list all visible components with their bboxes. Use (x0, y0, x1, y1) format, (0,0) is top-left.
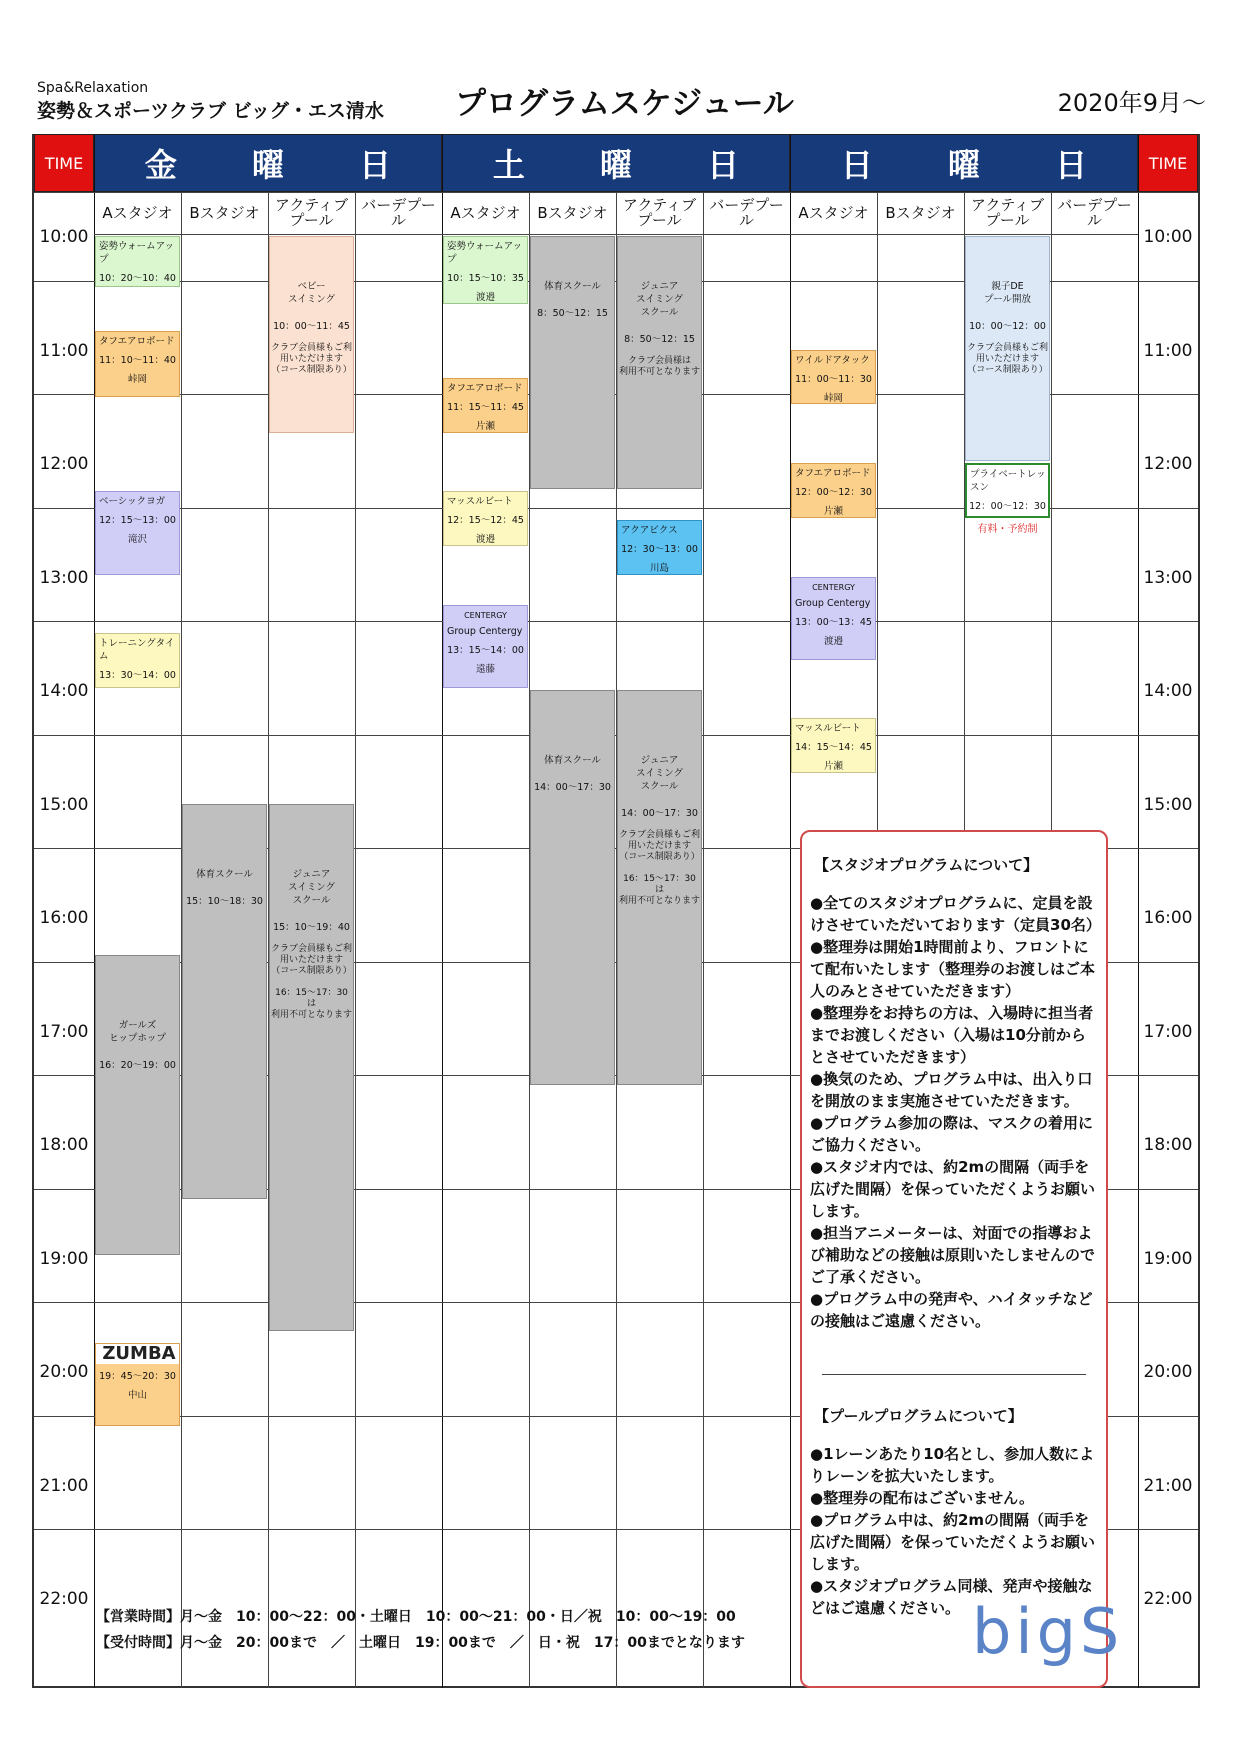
program-block[interactable] (791, 463, 876, 518)
program-time: 14：00～17：30 (534, 782, 611, 793)
program-name: 体育スクール (544, 755, 601, 766)
pool-notice-heading: 【プールプログラムについて】 (814, 1407, 1023, 1425)
time-header-left: TIME (34, 134, 94, 192)
program-instructor: 片瀬 (823, 506, 843, 517)
program-time: 11：15～11：45 (447, 401, 524, 413)
hour-label: 20:00 (1143, 1362, 1193, 1382)
column-header: Aスタジオ (450, 203, 521, 222)
program-time: 10：00～11：45 (273, 321, 350, 332)
program-block[interactable] (617, 520, 702, 575)
hour-label: 16:00 (39, 908, 89, 928)
program-instructor: 渡邉 (475, 292, 495, 303)
program-name: ベーシックヨガ (99, 496, 166, 508)
pool-notice-item: ●スタジオプログラム同様、発声や接触などはご遠慮ください。 (810, 1577, 1093, 1617)
studio-notice-item: ●プログラム中の発声や、ハイタッチなどの接触はご遠慮ください。 (810, 1290, 1093, 1330)
program-name: 姿勢ウォームアップ (447, 241, 522, 265)
program-time: 12：15～13：00 (99, 515, 176, 527)
program-block[interactable] (269, 804, 354, 1332)
program-time: 15：10～18：30 (186, 895, 263, 907)
hour-label: 19:00 (1143, 1248, 1193, 1269)
program-name: 体育スクール (544, 281, 601, 292)
grid-vline (703, 192, 704, 1688)
program-block[interactable] (791, 577, 876, 660)
program-block[interactable] (965, 463, 1050, 518)
program-note: クラブ会員様もご利 用いただけます （コース制限あり） 16：15～17：30 は 利用不可となります (618, 830, 700, 906)
program-block[interactable] (443, 378, 528, 433)
program-block[interactable] (965, 236, 1050, 461)
program-instructor: 滝沢 (127, 534, 147, 546)
day-header-1: 土 曜 日 (442, 134, 790, 192)
program-name: 体育スクール (196, 868, 253, 880)
pool-notice-item: ●1レーンあたり10名とし、参加人数によりレーンを拡大いたします。 (810, 1445, 1095, 1485)
pool-notice-list (810, 1443, 1098, 1619)
program-name: アクアビクス (621, 524, 678, 536)
program-block[interactable] (95, 955, 180, 1256)
program-time: 8：50～12：15 (537, 308, 608, 319)
column-header: アクティブ プール (274, 196, 349, 229)
program-time: 14：15～14：45 (795, 742, 872, 754)
business-hours-line: 【営業時間】月～金 10：00～22：00・土曜日 10：00～21：00・日／祝 10：00～19：00 (96, 1609, 736, 1625)
program-block[interactable] (95, 236, 180, 287)
hour-label: 18:00 (39, 1135, 89, 1155)
column-header: Aスタジオ (102, 203, 173, 222)
program-name: ガールズ ヒップホップ (109, 1019, 166, 1044)
hour-label: 18:00 (1143, 1135, 1193, 1155)
hour-label: 15:00 (1143, 794, 1193, 815)
program-time: 12：15～12：45 (447, 515, 524, 527)
program-time: 13：30～14：00 (99, 670, 176, 682)
column-header: Bスタジオ (885, 203, 956, 222)
program-block[interactable] (791, 350, 876, 405)
program-name: マッスルビート (447, 496, 513, 508)
program-block[interactable] (443, 491, 528, 546)
program-name: マッスルビート (795, 723, 861, 735)
program-block[interactable] (182, 804, 267, 1199)
studio-notice-item: ●全てのスタジオプログラムに、定員を設けさせていただいております（定員30名） (810, 894, 1101, 934)
program-time: 10：20～10：40 (99, 273, 176, 284)
program-note: クラブ会員様もご利 用いただけます （コース制限あり） 16：15～17：30 は 利用不可となります (270, 943, 352, 1020)
hour-label: 14:00 (39, 681, 89, 701)
hour-label: 13:00 (39, 567, 89, 588)
program-time: 13：15～14：00 (447, 644, 524, 656)
studio-notice-item: ●スタジオ内では、約2mの間隔（両手を広げた間隔）を保っていただくようお願いします。 (810, 1158, 1096, 1220)
program-name: プライベートレッスン (970, 469, 1046, 493)
page-title: プログラムスケジュール (455, 86, 794, 122)
pool-notice-item: ●プログラム中は、約2mの間隔（両手を広げた間隔）を保っていただくようお願いします。 (810, 1511, 1096, 1573)
program-fee-note: 有料・予約制 (977, 523, 1038, 535)
program-name: タフエアロボード (447, 382, 523, 394)
program-block[interactable] (95, 491, 180, 574)
program-time: 10：00～12：00 (969, 321, 1046, 332)
hour-label: 21:00 (39, 1475, 89, 1496)
program-block[interactable] (617, 236, 702, 489)
program-name: 親子DE プール開放 (983, 281, 1032, 305)
program-name: 姿勢ウォームアップ (99, 241, 174, 265)
day-header-2: 日 曜 日 (790, 134, 1138, 192)
hour-label: 17:00 (39, 1021, 89, 1042)
grid-hline (34, 621, 1198, 622)
program-block[interactable] (443, 236, 528, 304)
program-block[interactable] (443, 605, 528, 688)
hour-label: 11:00 (39, 340, 89, 361)
business-hours (96, 1604, 745, 1656)
schedule-date: 2020年9月～ (1057, 89, 1206, 117)
program-name: ワイルドアタック (795, 354, 870, 366)
hour-label: 22:00 (1143, 1589, 1193, 1609)
studio-notice-item: ●整理券をお持ちの方は、入場時に担当者までお渡しください（入場は10分前からとさせていただきます） (810, 1004, 1094, 1066)
club-subtitle: Spa&Relaxation (37, 80, 149, 96)
program-instructor: 遠藤 (475, 663, 495, 675)
program-note: クラブ会員様もご利 用いただけます （コース制限あり） (966, 343, 1048, 375)
column-header: バーデプール (1057, 196, 1132, 229)
hour-label: 17:00 (1143, 1021, 1193, 1042)
hour-label: 19:00 (39, 1248, 89, 1269)
studio-notice-heading: 【スタジオプログラムについて】 (814, 856, 1039, 874)
centergy-logo: CENTERGY (812, 582, 855, 592)
program-block[interactable] (791, 718, 876, 773)
notice-box (800, 830, 1108, 1688)
hour-label: 12:00 (1143, 454, 1193, 474)
program-block[interactable] (530, 236, 615, 489)
column-header: バーデプール (709, 196, 784, 229)
program-name: ジュニア スイミング スクール (287, 868, 336, 906)
studio-notice-item: ●整理券は開始1時間前より、フロントにて配布いたします（整理券のお渡しはご本人のみとさせていただきます） (810, 938, 1096, 1000)
program-block[interactable] (530, 690, 615, 1085)
program-block[interactable] (617, 690, 702, 1085)
day-header-0: 金 曜 日 (94, 134, 442, 192)
column-header: アクティブ プール (622, 196, 697, 229)
program-time: 10：15～10：35 (447, 273, 524, 284)
program-block[interactable] (269, 236, 354, 433)
program-name: ベビー スイミング (287, 281, 336, 305)
grid-hline (34, 735, 1198, 736)
column-header: アクティブ プール (970, 196, 1045, 229)
program-instructor: 渡邉 (823, 635, 843, 647)
hour-label: 21:00 (1143, 1475, 1193, 1496)
pool-notice-item: ●整理券の配布はございません。 (810, 1489, 1034, 1507)
program-instructor: 峠岡 (823, 392, 843, 404)
hour-label: 22:00 (39, 1589, 89, 1609)
studio-notice-item: ●プログラム参加の際は、マスクの着用にご協力ください。 (810, 1114, 1093, 1154)
program-block[interactable] (95, 633, 180, 688)
program-instructor: 中山 (127, 1389, 147, 1401)
hour-label: 20:00 (39, 1362, 89, 1382)
program-note: クラブ会員様は 利用不可となります (618, 356, 700, 377)
program-name: タフエアロボード (99, 335, 175, 347)
program-block[interactable] (95, 331, 180, 397)
hour-label: 13:00 (1143, 567, 1193, 588)
notice-divider (822, 1374, 1086, 1375)
program-instructor: 渡邉 (475, 534, 495, 546)
reception-hours-line: 【受付時間】月～金 20：00まで ／ 土曜日 19：00まで ／ 日・祝 17：00までとなります (96, 1635, 745, 1651)
bigs-logo: bigS (972, 1595, 1124, 1668)
program-name: ジュニア スイミング スクール (635, 281, 684, 318)
program-time: 11：10～11：40 (99, 354, 176, 366)
column-header: Bスタジオ (189, 203, 260, 222)
column-header: バーデプール (361, 196, 436, 229)
hour-label: 10:00 (1143, 227, 1193, 247)
centergy-logo: CENTERGY (464, 610, 507, 620)
grid-hline (94, 234, 1138, 235)
program-time: 12：30～13：00 (621, 543, 698, 555)
program-time: 19：45～20：30 (99, 1370, 176, 1382)
program-time: 14：00～17：30 (621, 808, 698, 819)
studio-notice-list (810, 892, 1101, 1332)
club-name: 姿勢＆スポーツクラブ ビッグ・エス清水 (37, 100, 384, 122)
program-time: 12：00～12：30 (969, 501, 1046, 512)
hour-label: 11:00 (1143, 340, 1193, 361)
hour-label: 10:00 (39, 227, 89, 247)
program-time: 13：00～13：45 (795, 616, 872, 628)
program-instructor: 川島 (649, 562, 669, 574)
program-name: ZUMBA (96, 1344, 179, 1364)
grid-vline (442, 134, 443, 1688)
hour-label: 14:00 (1143, 681, 1193, 701)
time-header-right: TIME (1138, 134, 1198, 192)
program-name: トレーニングタイム (99, 638, 175, 663)
hour-label: 15:00 (39, 794, 89, 815)
program-note: クラブ会員様もご利 用いただけます （コース制限あり） (270, 343, 352, 375)
program-time: 12：00～12：30 (795, 487, 872, 498)
column-header: Aスタジオ (798, 203, 869, 222)
program-name: タフエアロボード (795, 468, 871, 479)
program-instructor: 峠岡 (127, 373, 147, 385)
program-time: 16：20～19：00 (99, 1059, 176, 1071)
program-name: Group Centergy (795, 597, 871, 609)
program-time: 8：50～12：15 (624, 334, 695, 345)
program-instructor: 片瀬 (823, 761, 843, 773)
program-time: 15：10～19：40 (273, 921, 350, 933)
grid-hline (34, 192, 1198, 193)
program-name: ジュニア スイミング スクール (635, 755, 684, 792)
grid-vline (355, 192, 356, 1688)
hour-label: 16:00 (1143, 908, 1193, 928)
studio-notice-item: ●担当アニメーターは、対面での指導および補助などの接触は原則いたしませんのでご了承ください。 (810, 1224, 1096, 1286)
hour-label: 12:00 (39, 454, 89, 474)
column-header: Bスタジオ (537, 203, 608, 222)
program-name: Group Centergy (447, 625, 523, 637)
program-instructor: 片瀬 (475, 420, 495, 432)
studio-notice-item: ●換気のため、プログラム中は、出入り口を開放のまま実施させていただきます。 (810, 1070, 1093, 1110)
program-time: 11：00～11：30 (795, 373, 872, 385)
program-block[interactable] (95, 1343, 180, 1426)
